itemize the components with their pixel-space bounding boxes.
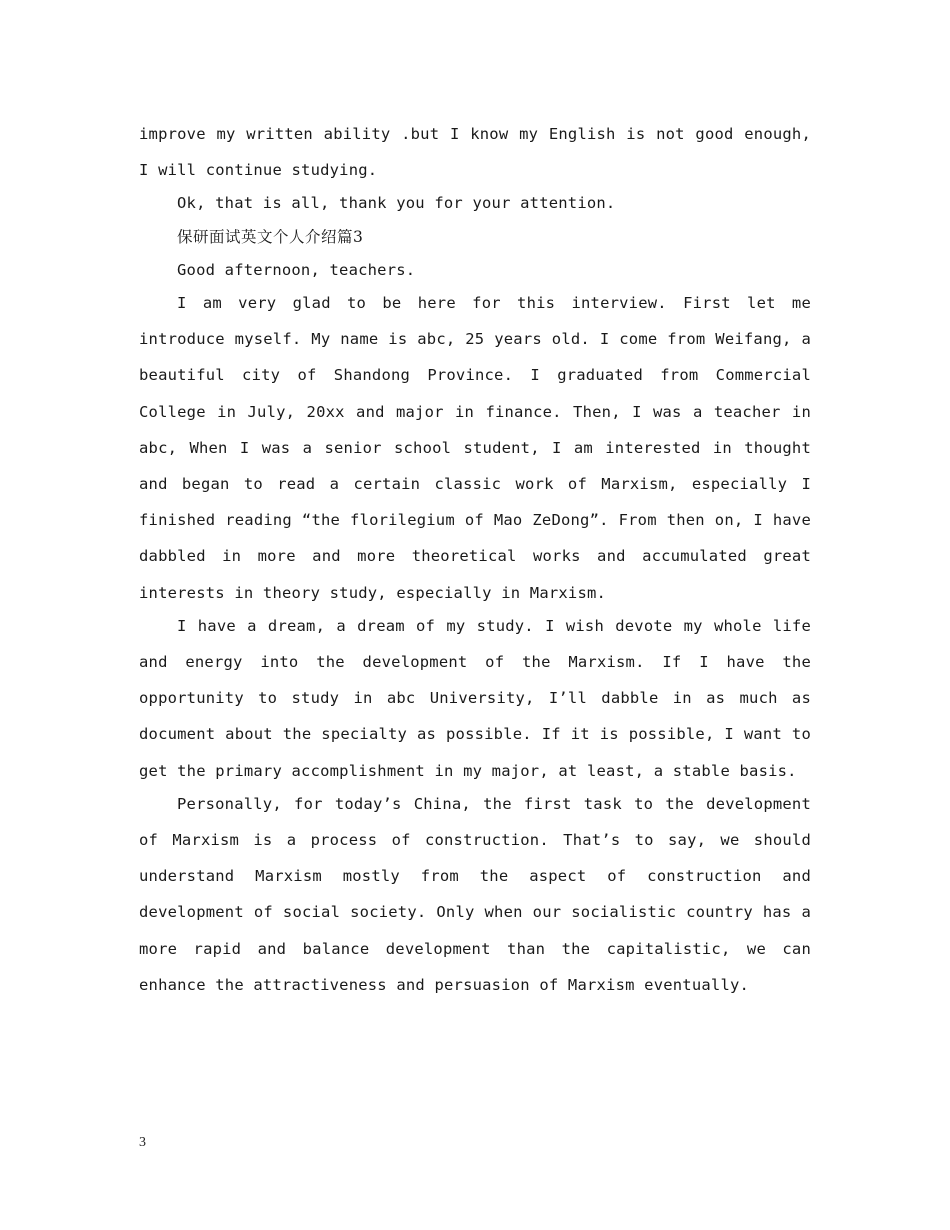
paragraph-greeting: Good afternoon, teachers.	[177, 260, 416, 279]
section-heading: 保研面试英文个人介绍篇3	[177, 227, 364, 246]
paragraph-continuation: improve my written ability .but I know my English is not good enough, I will continue studying.	[139, 125, 811, 180]
paragraph-dream: I have a dream, a dream of my study. I wish devote my whole life and energy into the development of the Marxism. If I have the opportunity to study in abc University, I’ll dabble in as much as document about the specialty as possible. If it is possible, I want to get the primary accomplishment in my major, at least, a stable basis.	[139, 616, 811, 780]
paragraph-closing: Ok, that is all, thank you for your attention.	[177, 194, 616, 213]
page-number: 3	[139, 1135, 146, 1150]
document-body	[139, 116, 811, 1003]
paragraph-introduction: I am very glad to be here for this interview. First let me introduce myself. My name is abc, 25 years old. I come from Weifang, a beautiful city of Shandong Province. I graduated from Commercial College in July, 20xx and major in finance. Then, I was a teacher in abc, When I was a senior school student, I am interested in thought and began to read a certain classic work of Marxism, especially I finished reading “the florilegium of Mao ZeDong”. From then on, I have dabbled in more and more theoretical works and accumulated great interests in theory study, especially in Marxism.	[139, 294, 811, 602]
paragraph-marxism-construction: Personally, for today’s China, the first task to the development of Marxism is a process of construction. That’s to say, we should understand Marxism mostly from the aspect of construction and development of social society. Only when our socialistic country has a more rapid and balance development than the capitalistic, we can enhance the attractiveness and persuasion of Marxism eventually.	[139, 794, 811, 994]
